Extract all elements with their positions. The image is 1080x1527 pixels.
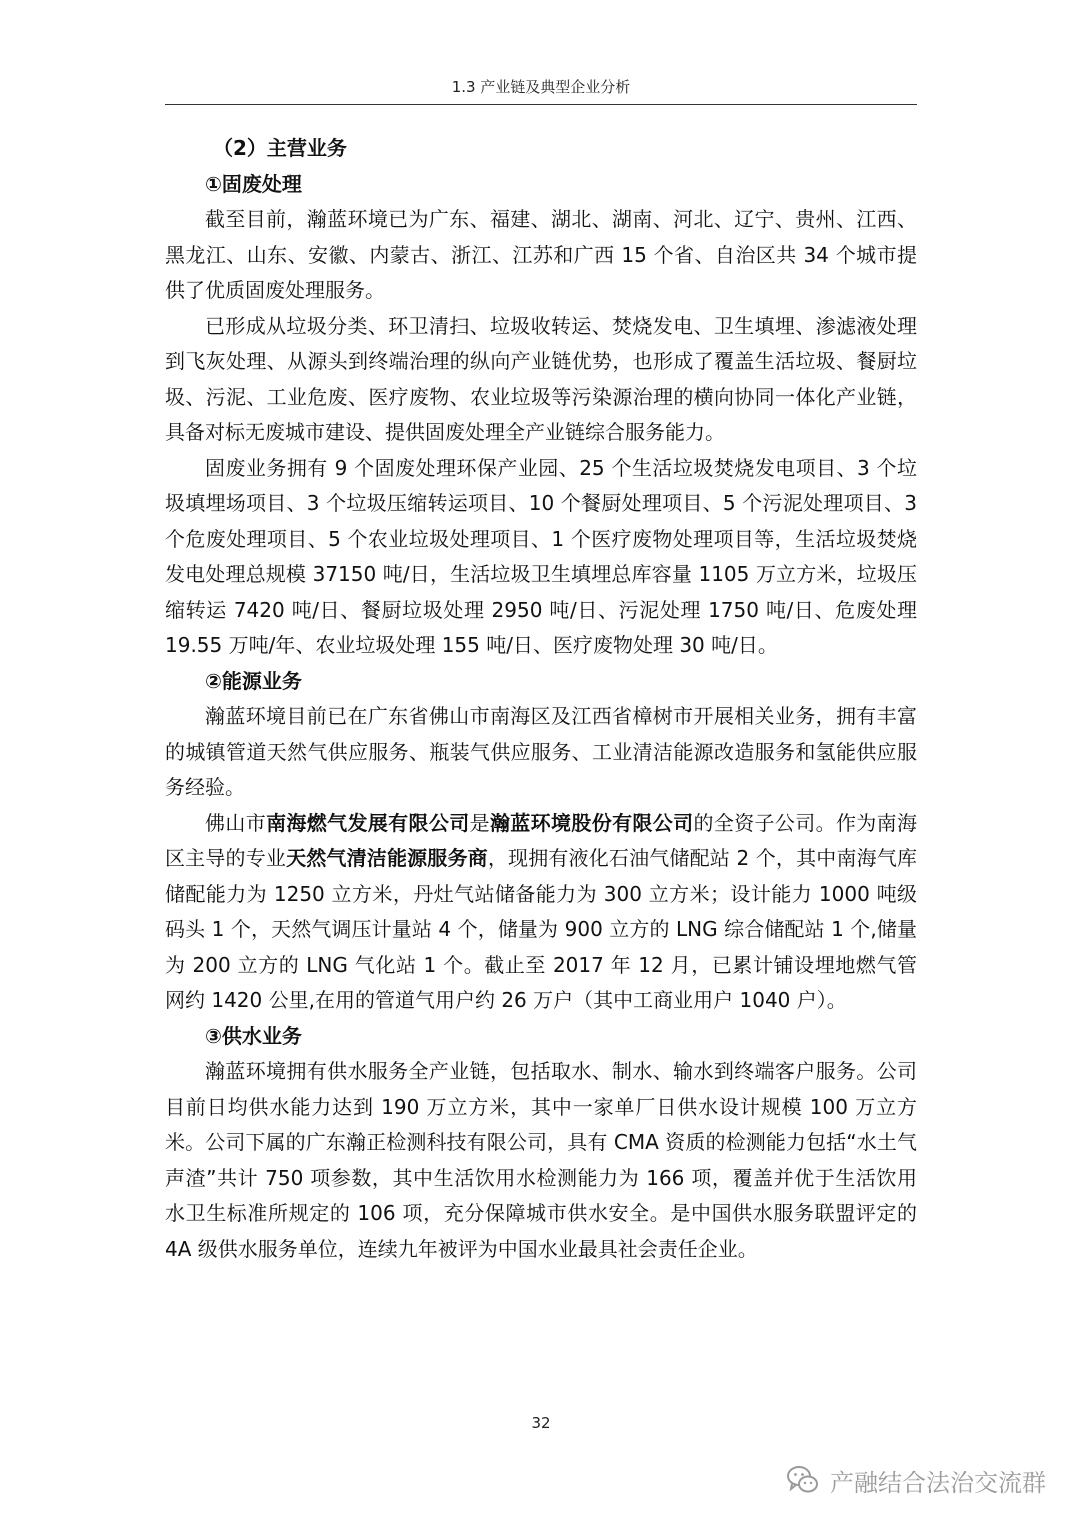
paragraph-water-1: 瀚蓝环境拥有供水服务全产业链，包括取水、制水、输水到终端客户服务。公司目前日均供水能力达到 190 万立方米，其中一家单厂日供水设计规模 100 万立方米。公司下属的广东瀚正检测科技有限公司，具有 CMA 资质的检测能力包括“水土气声渣”共计 750 项参数，其中生活饮用水检测能力为 166 项，覆盖并优于生活饮用水卫生标准所规定的 106 项，充分保障城市供水安全。是中国供水服务联盟评定的 4A 级供水服务单位，连续九年被评为中国水业最具社会责任企业。 [165, 1059, 917, 1261]
page-body [165, 131, 917, 1267]
text-run: 是 [469, 810, 490, 835]
subheading-solid-waste: ①固废处理 [205, 171, 302, 196]
bold-company-nanhai-gas: 南海燃气发展有限公司 [266, 810, 470, 835]
text-run: 佛山市 [205, 810, 267, 835]
bold-service-provider: 天然气清洁能源服务商 [286, 846, 488, 870]
header-rule [165, 104, 917, 105]
wechat-icon [786, 1463, 820, 1497]
paragraph-solid-waste-2: 已形成从垃圾分类、环卫清扫、垃圾收转运、焚烧发电、卫生填埋、渗滤液处理到飞灰处理、从源头到终端治理的纵向产业链优势，也形成了覆盖生活垃圾、餐厨垃圾、污泥、工业危废、医疗废物、农业垃圾等污染源治理的横向协同一体化产业链，具备对标无废城市建设、提供固废处理全产业链综合服务能力。 [165, 313, 917, 444]
paragraph-solid-waste-3: 固废业务拥有 9 个固废处理环保产业园、25 个生活垃圾焚烧发电项目、3 个垃圾填埋场项目、3 个垃圾压缩转运项目、10 个餐厨处理项目、5 个污泥处理项目、3 个危废处理项目、5 个农业垃圾处理项目、1 个医疗废物处理项目等，生活垃圾焚烧发电处理总规模 37150 吨/日，生活垃圾卫生填埋总库容量 1105 万立方米，垃圾压缩转运 7420 吨/日、餐厨垃圾处理 2950 吨/日、污泥处理 1750 吨/日、危废处理 19.55 万吨/年、农业垃圾处理 155 吨/日、医疗废物处理 30 吨/日。 [165, 455, 917, 657]
paragraph-energy-2 [165, 806, 917, 1019]
subheading-water: ③供水业务 [205, 1023, 302, 1048]
text-run: 的全资子公司。作为南海区主导的专业 [165, 810, 918, 870]
text-run: ，现拥有液化石油气储配站 2 个，其中南海气库储配能力为 1250 立方米，丹灶气站储备能力为 300 立方米；设计能力 1000 吨级码头 1 个，天然气调压计量站 4 个，储量为 900 立方的 LNG 综合储配站 1 个,储量为 200 立方的 LNG 气化站 1 个。截止至 2017 年 12 月，已累计铺设埋地燃气管网约 1420 公里,在用的管道气用户约 26 万户（其中工商业用户 1040 户）。 [165, 846, 917, 1012]
running-header: 1.3 产业链及典型企业分析 [451, 78, 631, 96]
paragraph-solid-waste-1: 截至目前，瀚蓝环境已为广东、福建、湖北、湖南、河北、辽宁、贵州、江西、黑龙江、山东、安徽、内蒙古、浙江、江苏和广西 15 个省、自治区共 34 个城市提供了优质固废处理服务。 [165, 207, 917, 302]
page-number: 32 [531, 1414, 551, 1432]
watermark-text: 产融结合法治交流群 [830, 1468, 1046, 1497]
subheading-energy: ②能源业务 [205, 668, 302, 693]
paragraph-energy-1: 瀚蓝环境目前已在广东省佛山市南海区及江西省樟树市开展相关业务，拥有丰富的城镇管道天然气供应服务、瓶装气供应服务、工业清洁能源改造服务和氢能供应服务经验。 [165, 704, 917, 799]
watermark [786, 1460, 1046, 1500]
bold-company-grandblue: 瀚蓝环境股份有限公司 [489, 810, 694, 835]
section-heading-main-business: （2）主营业务 [213, 136, 347, 160]
